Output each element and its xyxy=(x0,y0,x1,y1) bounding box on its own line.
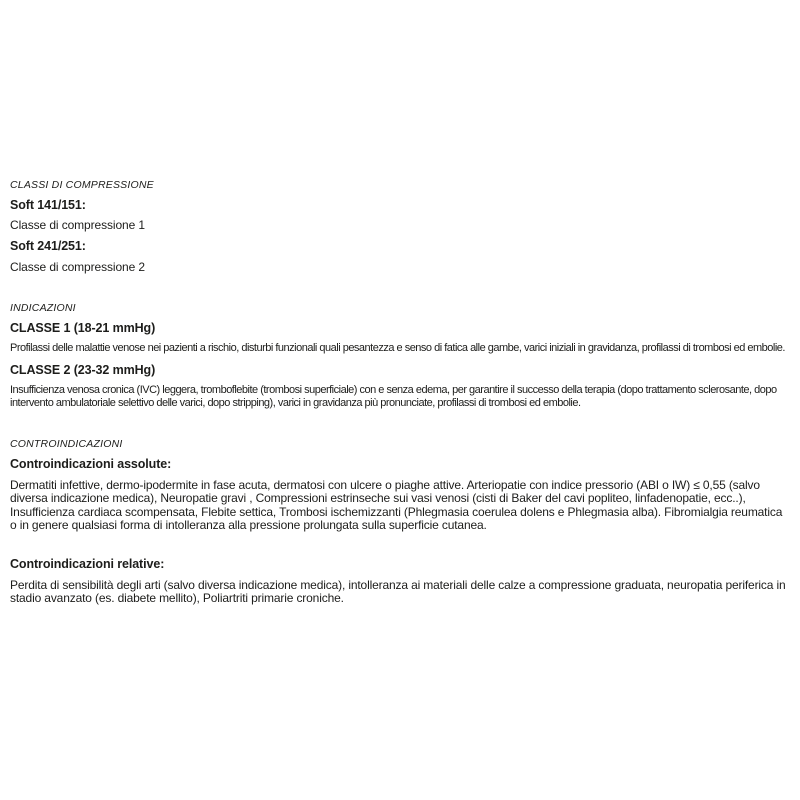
contraindications-absolute-text: Dermatiti infettive, dermo-ipodermite in fase acuta, dermatosi con ulcere o piaghe attive. Arteriopatie con indice pressorio (ABI o IW) ≤ 0,55 (salvo diversa indicazione medica), Neuropatie gravi , Compressioni estrinseche sui vasi venosi (cisti di Baker del cavi popliteo, linfadenopatie, ecc..), Insufficienza cardiaca scompensata, Flebite settica, Trombosi ischemizzanti (Phlegmasia coerulea dolens e Phlegmasia alba). Fibromialgia reumatica o in genere qualsiasi forma di intolleranza alla pressione prolungata sulla superficie cutanea. xyxy=(10,477,783,532)
section-heading-compression-classes: CLASSI DI COMPRESSIONE xyxy=(10,179,154,191)
contraindications-relative-text: Perdita di sensibilità degli arti (salvo diversa indicazione medica), intolleranza ai materiali delle calze a compressione graduata, neuropatia periferica in stadio avanzato (es. diabete mellito), Poliartriti primarie croniche. xyxy=(10,577,786,605)
indication-class-1-title: CLASSE 1 (18-21 mmHg) xyxy=(10,321,156,335)
indication-class-2-title: CLASSE 2 (23-32 mmHg) xyxy=(10,362,156,377)
compression-class-value-1: Classe di compressione 1 xyxy=(10,218,145,232)
product-info-document xyxy=(10,179,790,606)
compression-class-label-soft-241-251: Soft 241/251: xyxy=(10,239,86,253)
indication-class-1-text: Profilassi delle malattie venose nei pazienti a rischio, disturbi funzionali quali pesantezza e senso di fatica alle gambe, varici iniziali in gravidanza, profilassi di trombosi ed embolie. xyxy=(10,342,785,354)
compression-class-label-soft-141-151: Soft 141/151: xyxy=(10,198,86,212)
section-heading-indications: INDICAZIONI xyxy=(10,302,76,314)
contraindications-absolute-title: Controindicazioni assolute: xyxy=(10,456,172,471)
section-heading-contraindications: CONTROINDICAZIONI xyxy=(10,437,123,450)
indication-class-2-text: Insufficienza venosa cronica (IVC) leggera, tromboflebite (trombosi superficiale) con e senza edema, per garantire il successo della terapia (dopo trattamento sclerosante, dopo intervento ambulatoriale selettivo delle varici, dopo stripping), varici in gravidanza più pronunciate, profilassi di trombosi ed embolie. xyxy=(10,383,777,409)
contraindications-relative-title: Controindicazioni relative: xyxy=(10,556,165,571)
compression-class-value-2: Classe di compressione 2 xyxy=(10,260,145,274)
